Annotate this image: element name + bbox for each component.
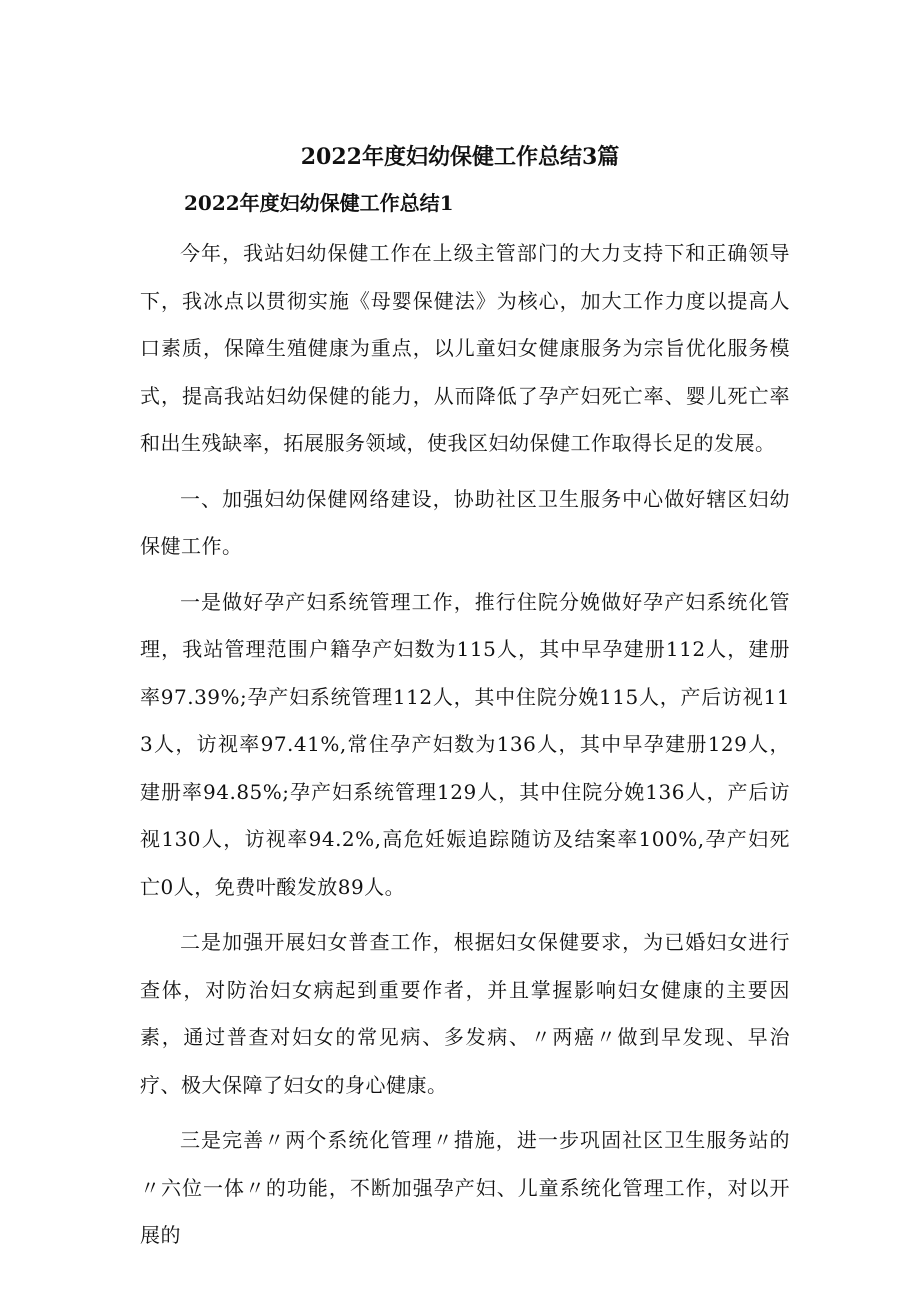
paragraph-maternal-management: 一是做好孕产妇系统管理工作，推行住院分娩做好孕产妇系统化管理，我站管理范围户籍孕产妇数为115人，其中早孕建册112人，建册率97.39%;孕产妇系统管理112人，其中住院分娩115人，产后访视113人，访视率97.41%,常住孕产妇数为136人，其中早孕建册129人，建册率94.85%;孕产妇系统管理129人，其中住院分娩136人，产后访视130人，访视率94.2%,高危妊娠追踪随访及结案率100%,孕产妇死亡0人，免费叶酸发放89人。 — [140, 589, 790, 899]
paragraph-section-one: 一、加强妇幼保健网络建设，协助社区卫生服务中心做好辖区妇幼保健工作。 — [140, 486, 790, 558]
paragraph-women-screening: 二是加强开展妇女普查工作，根据妇女保健要求，为已婚妇女进行查体，对防治妇女病起到重要作者，并且掌握影响妇女健康的主要因素，通过普查对妇女的常见病、多发病、〃两癌〃做到早发现、早治疗、极大保障了妇女的身心健康。 — [140, 930, 790, 1097]
document-title: 2022年度妇幼保健工作总结3篇 — [300, 144, 620, 170]
paragraph-system-management: 三是完善〃两个系统化管理〃措施，进一步巩固社区卫生服务站的〃六位一体〃的功能，不断加强孕产妇、儿童系统化管理工作，对以开展的 — [140, 1128, 790, 1247]
paragraph-intro: 今年，我站妇幼保健工作在上级主管部门的大力支持下和正确领导下，我冰点以贯彻实施《母婴保健法》为核心，加大工作力度以提高人口素质，保障生殖健康为重点，以儿童妇女健康服务为宗旨优化服务模式，提高我站妇幼保健的能力，从而降低了孕产妇死亡率、婴儿死亡率和出生残缺率，拓展服务领域，使我区妇幼保健工作取得长足的发展。 — [140, 241, 790, 455]
document-body — [140, 230, 790, 1268]
section-heading: 2022年度妇幼保健工作总结1 — [184, 191, 454, 215]
